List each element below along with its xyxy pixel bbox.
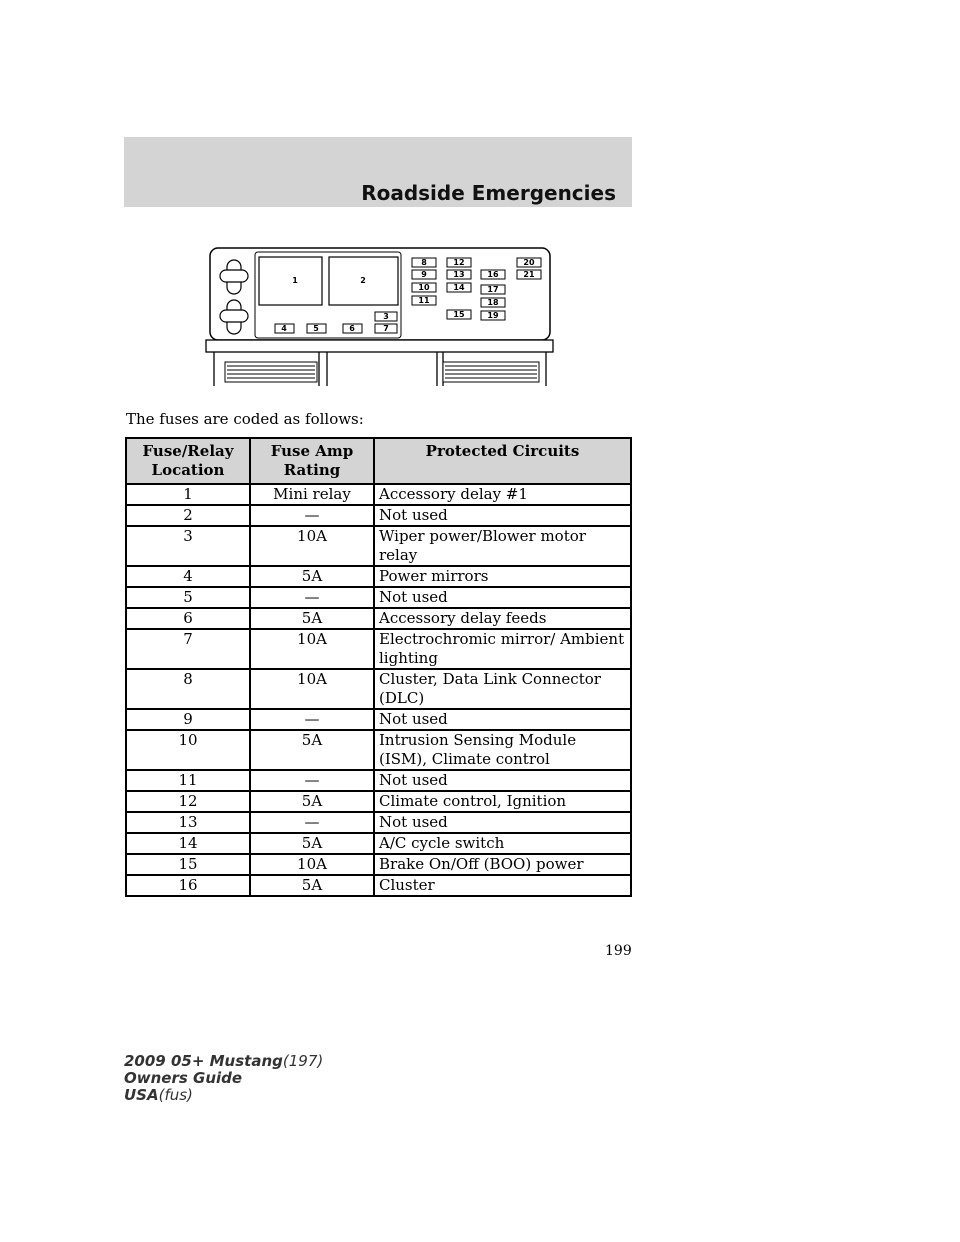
- cell-protected-circuit: Brake On/Off (BOO) power: [374, 854, 631, 875]
- cell-protected-circuit: Not used: [374, 770, 631, 791]
- table-header-row: [126, 438, 631, 484]
- cell-protected-circuit: Cluster, Data Link Connector (DLC): [374, 669, 631, 709]
- cell-location: 11: [126, 770, 250, 791]
- cell-location: 5: [126, 587, 250, 608]
- diagram-label: 19: [487, 311, 499, 320]
- diagram-label: 14: [453, 283, 465, 292]
- cell-protected-circuit: Power mirrors: [374, 566, 631, 587]
- cell-protected-circuit: Electrochromic mirror/ Ambient lighting: [374, 629, 631, 669]
- cell-protected-circuit: Accessory delay feeds: [374, 608, 631, 629]
- cell-location: 2: [126, 505, 250, 526]
- diagram-label: 4: [281, 324, 287, 333]
- header-amp-rating: Fuse Amp Rating: [250, 438, 374, 484]
- table-row: [126, 669, 631, 709]
- cell-location: 12: [126, 791, 250, 812]
- table-row: [126, 608, 631, 629]
- header-protected-circuits: Protected Circuits: [374, 438, 631, 484]
- cell-amp-rating: 5A: [250, 791, 374, 812]
- cell-amp-rating: —: [250, 709, 374, 730]
- cell-protected-circuit: Wiper power/Blower motor relay: [374, 526, 631, 566]
- cell-protected-circuit: Accessory delay #1: [374, 484, 631, 505]
- footer-imprint: 2009 05+ Mustang(197) Owners Guide USA(fus): [124, 1052, 324, 1104]
- cell-protected-circuit: Cluster: [374, 875, 631, 896]
- diagram-label: 17: [487, 285, 499, 294]
- cell-amp-rating: —: [250, 587, 374, 608]
- diagram-label: 20: [523, 258, 535, 267]
- diagram-label: 16: [487, 270, 499, 279]
- cell-location: 13: [126, 812, 250, 833]
- cell-amp-rating: 5A: [250, 566, 374, 587]
- diagram-label: 10: [418, 283, 430, 292]
- cell-location: 8: [126, 669, 250, 709]
- cell-location: 3: [126, 526, 250, 566]
- table-row: [126, 791, 631, 812]
- diagram-label: 1: [292, 276, 298, 285]
- cell-protected-circuit: Not used: [374, 709, 631, 730]
- diagram-label: 3: [383, 312, 389, 321]
- cell-protected-circuit: Not used: [374, 505, 631, 526]
- fuse-table: [125, 437, 632, 897]
- table-row: [126, 770, 631, 791]
- diagram-label: 7: [383, 324, 389, 333]
- cell-location: 15: [126, 854, 250, 875]
- cell-location: 4: [126, 566, 250, 587]
- table-row: [126, 875, 631, 896]
- table-row: [126, 833, 631, 854]
- section-header-band: [124, 137, 632, 207]
- section-title: Roadside Emergencies: [361, 181, 616, 205]
- cell-amp-rating: 5A: [250, 608, 374, 629]
- fuse-panel-diagram: [205, 238, 555, 388]
- cell-location: 7: [126, 629, 250, 669]
- diagram-label: 6: [349, 324, 355, 333]
- cell-amp-rating: 5A: [250, 730, 374, 770]
- cell-location: 9: [126, 709, 250, 730]
- table-row: [126, 812, 631, 833]
- cell-amp-rating: 10A: [250, 526, 374, 566]
- diagram-label: 15: [453, 310, 465, 319]
- table-row: [126, 587, 631, 608]
- cell-location: 14: [126, 833, 250, 854]
- cell-location: 6: [126, 608, 250, 629]
- diagram-label: 13: [453, 270, 465, 279]
- cell-amp-rating: —: [250, 505, 374, 526]
- cell-location: 10: [126, 730, 250, 770]
- diagram-label: 2: [360, 276, 366, 285]
- table-row: [126, 526, 631, 566]
- cell-amp-rating: —: [250, 770, 374, 791]
- cell-amp-rating: Mini relay: [250, 484, 374, 505]
- diagram-label: 9: [421, 270, 427, 279]
- diagram-label: 8: [421, 258, 427, 267]
- cell-protected-circuit: Not used: [374, 812, 631, 833]
- cell-amp-rating: 5A: [250, 875, 374, 896]
- cell-amp-rating: 10A: [250, 669, 374, 709]
- cell-amp-rating: 5A: [250, 833, 374, 854]
- header-location: Fuse/Relay Location: [126, 438, 250, 484]
- cell-amp-rating: 10A: [250, 854, 374, 875]
- cell-protected-circuit: Intrusion Sensing Module (ISM), Climate control: [374, 730, 631, 770]
- cell-location: 16: [126, 875, 250, 896]
- cell-amp-rating: —: [250, 812, 374, 833]
- cell-location: 1: [126, 484, 250, 505]
- intro-text: The fuses are coded as follows:: [126, 410, 364, 428]
- page-number: 199: [605, 943, 632, 959]
- diagram-label: 21: [523, 270, 535, 279]
- table-row: [126, 854, 631, 875]
- cell-protected-circuit: Climate control, Ignition: [374, 791, 631, 812]
- table-row: [126, 566, 631, 587]
- cell-amp-rating: 10A: [250, 629, 374, 669]
- table-row: [126, 709, 631, 730]
- diagram-label: 18: [487, 298, 499, 307]
- cell-protected-circuit: Not used: [374, 587, 631, 608]
- diagram-label: 12: [453, 258, 465, 267]
- cell-protected-circuit: A/C cycle switch: [374, 833, 631, 854]
- table-row: [126, 629, 631, 669]
- diagram-label: 5: [313, 324, 319, 333]
- table-row: [126, 730, 631, 770]
- table-row: [126, 484, 631, 505]
- diagram-label: 11: [418, 296, 430, 305]
- table-row: [126, 505, 631, 526]
